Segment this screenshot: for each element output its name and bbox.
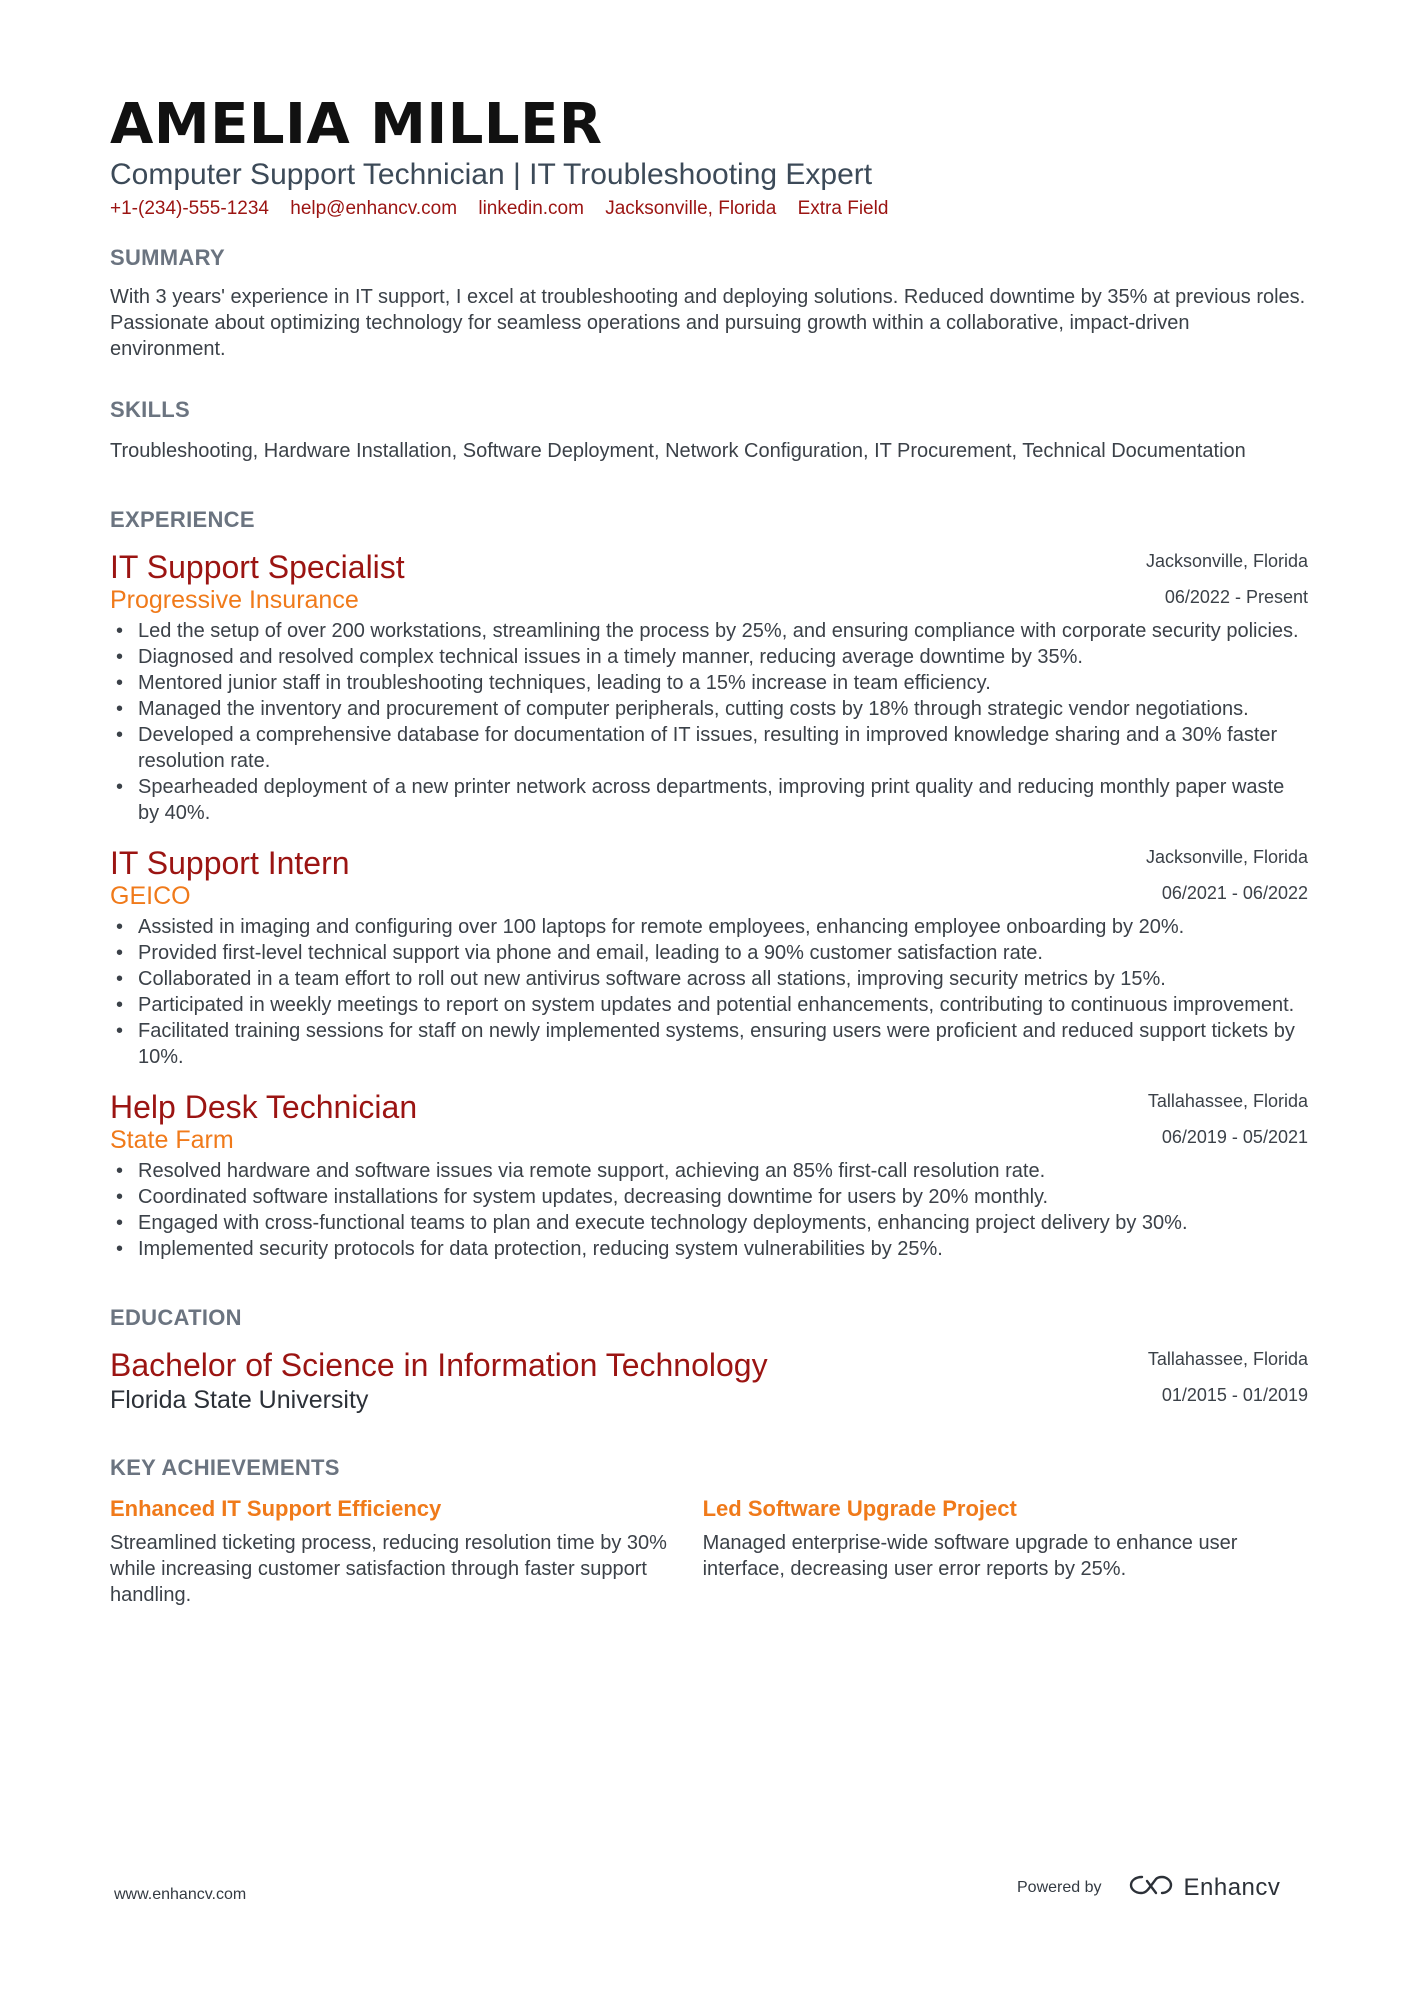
headline: Computer Support Technician | IT Troubleshooting Expert [110,158,873,191]
job-bullets [110,618,1308,826]
job-dates: 06/2021 - 06/2022 [1161,883,1308,903]
education-location: Tallahassee, Florida [1147,1349,1308,1369]
achievement-item [703,1494,1308,1608]
summary-title: SUMMARY [110,245,225,270]
contact-phone[interactable]: +1-(234)-555-1234 [110,198,269,219]
job-bullet: • Coordinated software installations for system updates, decreasing downtime for users by 20% monthly. [110,1184,1308,1210]
education-entry [110,1346,1308,1416]
experience-title: EXPERIENCE [110,507,255,532]
job-company: GEICO [110,882,191,910]
footer-branding [1017,1872,1280,1903]
education-title: EDUCATION [110,1305,242,1330]
achievement-desc: Managed enterprise-wide software upgrade to enhance user interface, decreasing user error reports by 25%. [702,1532,1238,1580]
job-bullet: • Assisted in imaging and configuring over 100 laptops for remote employees, enhancing employee onboarding by 20%. [110,914,1308,940]
job-bullets [110,914,1308,1070]
achievements-grid [110,1494,1308,1608]
job-bullet: • Collaborated in a team effort to roll out new antivirus software across all stations, improving security metrics by 15%. [110,966,1308,992]
achievements-title: KEY ACHIEVEMENTS [110,1455,340,1480]
job-entry [110,1088,1308,1262]
achievement-desc: Streamlined ticketing process, reducing resolution time by 30% while increasing customer satisfaction through faster support handling. [110,1532,667,1606]
job-location: Tallahassee, Florida [1147,1091,1308,1111]
summary-text: With 3 years' experience in IT support, I excel at troubleshooting and deploying solutions. Reduced downtime by 35% at previous roles. Passionate about optimizing technology for seamless operations and pursuing growth within a collaborative, impact-driven environment. [110,286,1306,360]
job-bullets [110,1158,1308,1262]
summary-section [110,244,1308,362]
degree: Bachelor of Science in Information Technology [110,1347,768,1383]
job-bullet: • Facilitated training sessions for staff on newly implemented systems, ensuring users were proficient and reduced support tickets by 10%. [110,1018,1308,1070]
job-bullet: • Led the setup of over 200 workstations, streamlining the process by 25%, and ensuring compliance with corporate security policies. [110,618,1308,644]
job-bullet: • Engaged with cross-functional teams to plan and execute technology deployments, enhancing project delivery by 30%. [110,1210,1308,1236]
job-company: Progressive Insurance [110,586,359,614]
job-company: State Farm [110,1126,234,1154]
job-entry [110,844,1308,1070]
achievements-section [110,1454,1308,1608]
skills-text: Troubleshooting, Hardware Installation, Software Deployment, Network Configuration, IT Procurement, Technical Documentation [110,440,1246,462]
job-location: Jacksonville, Florida [1145,847,1308,867]
achievement-title: Led Software Upgrade Project [702,1496,1017,1521]
experience-section [110,506,1308,1262]
education-section [110,1304,1308,1416]
job-bullet: • Managed the inventory and procurement of computer peripherals, cutting costs by 18% through strategic vendor negotiations. [110,696,1308,722]
education-dates: 01/2015 - 01/2019 [1161,1385,1308,1405]
skills-title: SKILLS [110,397,191,422]
job-title: IT Support Specialist [110,549,405,585]
job-bullet: • Mentored junior staff in troubleshooting techniques, leading to a 15% increase in team efficiency. [110,670,1308,696]
contact-location: Jacksonville, Florida [605,198,777,219]
contact-extra: Extra Field [797,198,889,219]
job-title: IT Support Intern [110,845,350,881]
enhancv-logo-icon [1128,1872,1174,1903]
job-bullet: • Provided first-level technical support via phone and email, leading to a 90% customer satisfaction rate. [110,940,1308,966]
job-bullet: • Spearheaded deployment of a new printer network across departments, improving print quality and reducing monthly paper waste by 40%. [110,774,1308,826]
job-title: Help Desk Technician [110,1089,418,1125]
brand-name: Enhancv [1183,1873,1281,1901]
job-location: Jacksonville, Florida [1145,551,1308,571]
footer-website[interactable]: www.enhancv.com [114,1886,247,1903]
school: Florida State University [110,1386,369,1414]
contact-line [110,196,1308,222]
job-bullet: • Participated in weekly meetings to report on system updates and potential enhancements, contributing to continuous improvement. [110,992,1308,1018]
resume-page [110,90,1308,1608]
achievement-item [110,1494,698,1608]
job-bullet: • Diagnosed and resolved complex technical issues in a timely manner, reducing average downtime by 35%. [110,644,1308,670]
job-bullet: • Resolved hardware and software issues via remote support, achieving an 85% first-call resolution rate. [110,1158,1308,1184]
contact-linkedin[interactable]: linkedin.com [478,198,584,219]
powered-by-label: Powered by [1017,1878,1102,1896]
job-bullet: • Implemented security protocols for data protection, reducing system vulnerabilities by 25%. [110,1236,1308,1262]
name: AMELIA MILLER [110,92,603,157]
job-entry [110,548,1308,826]
contact-email[interactable]: help@enhancv.com [290,198,458,219]
skills-section [110,396,1308,464]
job-bullet: • Developed a comprehensive database for documentation of IT issues, resulting in improved knowledge sharing and a 30% faster resolution rate. [110,722,1308,774]
job-dates: 06/2022 - Present [1164,587,1308,607]
achievement-title: Enhanced IT Support Efficiency [110,1496,442,1521]
job-dates: 06/2019 - 05/2021 [1161,1127,1308,1147]
